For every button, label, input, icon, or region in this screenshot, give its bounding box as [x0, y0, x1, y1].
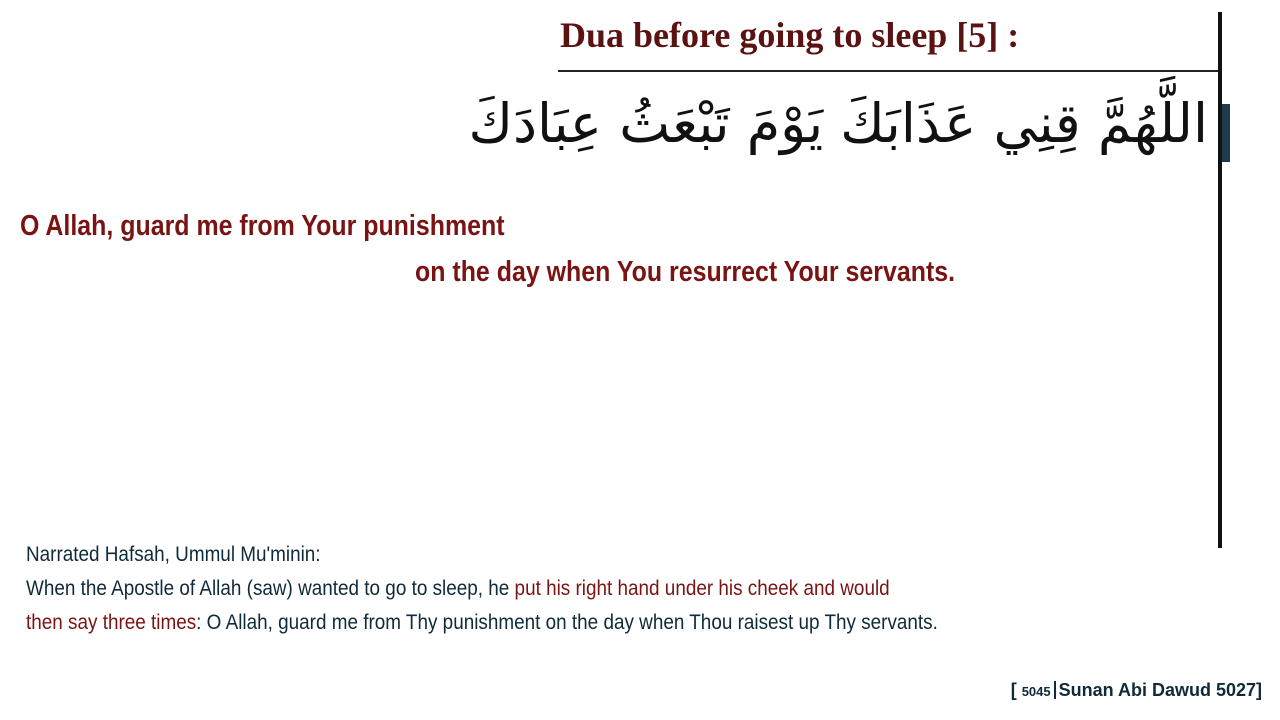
narration-line-2 [26, 572, 938, 606]
divider-accent-bar [1222, 104, 1230, 162]
source-reference [1011, 680, 1262, 701]
source-separator [1054, 681, 1056, 699]
narration-text: : O Allah, guard me from Thy punishment on the day when Thou raisest up Thy servants. [196, 611, 938, 634]
title-underline [558, 70, 1220, 72]
narration-text: When the Apostle of Allah (saw) wanted to go to sleep, he [26, 577, 515, 600]
narration-highlight: put his right hand under his cheek and would [514, 577, 890, 600]
narration-line-1: Narrated Hafsah, Ummul Mu'minin: [26, 543, 321, 566]
source-open-bracket: [ [1010, 680, 1017, 700]
narration-block [26, 538, 938, 640]
translation-line-1: O Allah, guard me from Your punishment [20, 210, 505, 242]
narration-line-3 [26, 606, 938, 640]
narration-highlight: then say three times [26, 611, 197, 634]
source-text: Sunan Abi Dawud 5027] [1058, 680, 1262, 700]
translation-line-2: on the day when You resurrect Your servants. [415, 256, 956, 288]
page-title: Dua before going to sleep [5] : [560, 15, 1020, 55]
arabic-dua-text: اللَّهُمَّ قِنِي عَذَابَكَ يَوْمَ تَبْعَثُ عِبَادَكَ [468, 92, 1208, 155]
source-number: 5045 [1021, 684, 1051, 699]
vertical-divider [1218, 12, 1222, 548]
